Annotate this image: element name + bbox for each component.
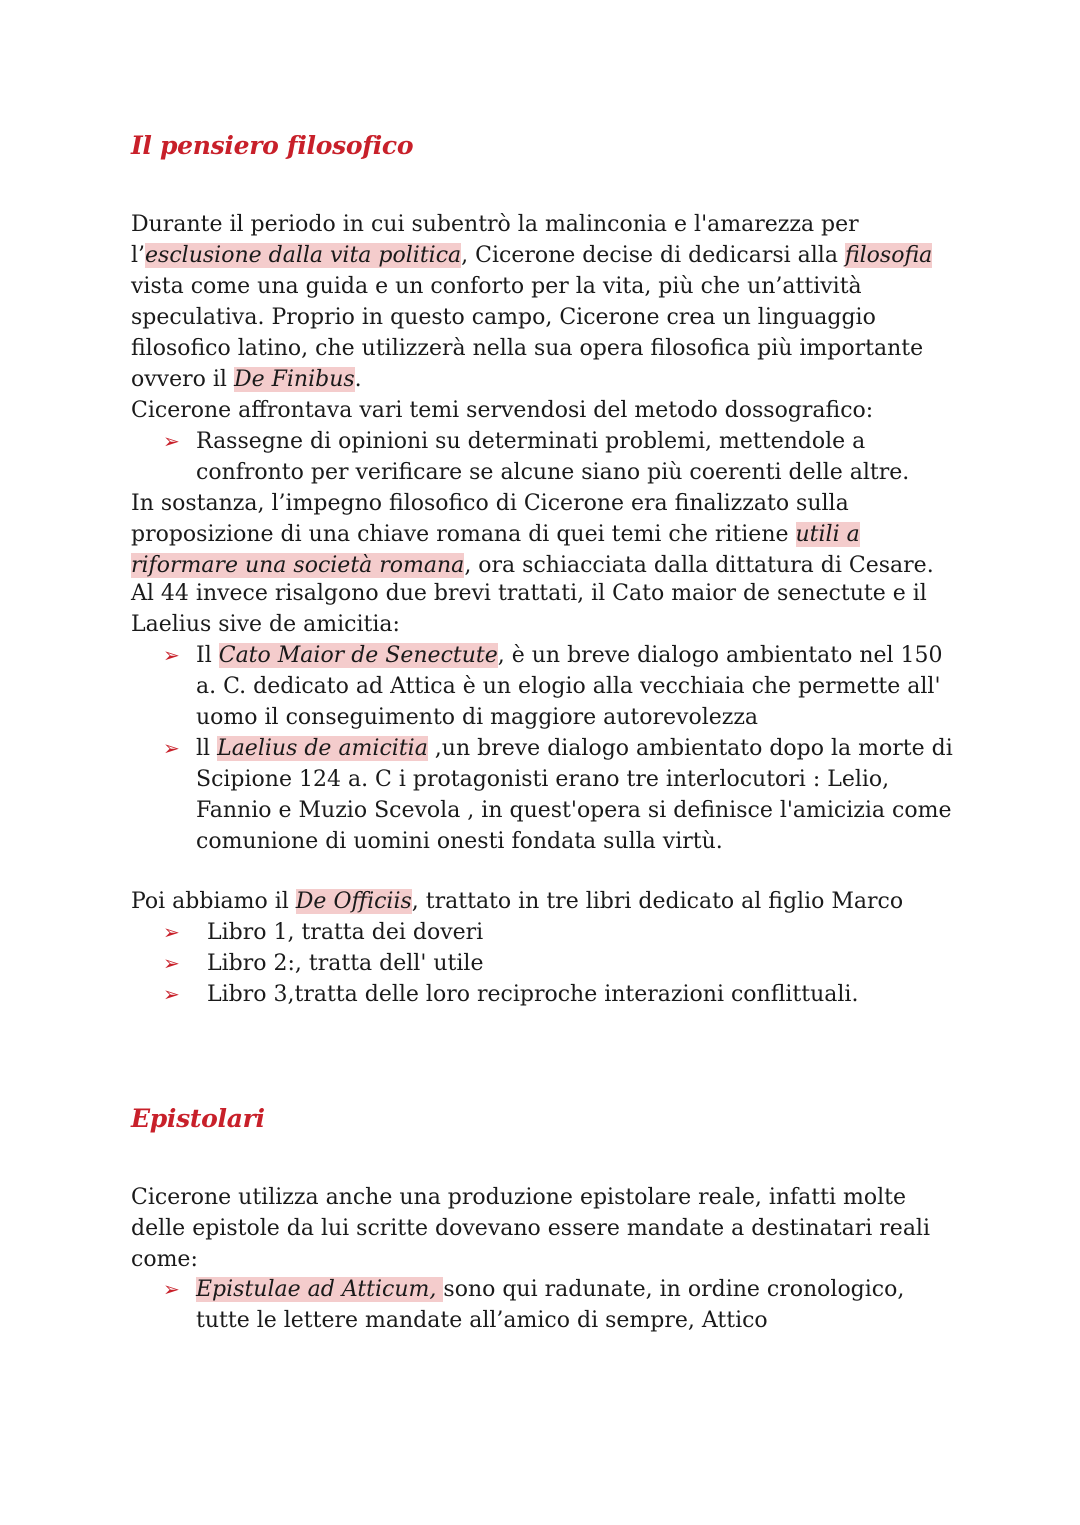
highlight-cato: Cato Maior de Senectute [218, 643, 498, 668]
highlight-filosofia: filosofia [844, 243, 933, 268]
method-list [131, 426, 961, 488]
arrow-bullet-icon: ➢ [163, 736, 180, 760]
arrow-bullet-icon: ➢ [163, 429, 180, 453]
treatises-list [131, 640, 961, 857]
highlight-atticum: Epistulae ad Atticum, [196, 1277, 444, 1302]
highlight-de-finibus: De Finibus [233, 367, 355, 392]
text: , trattato in tre libri dedicato al figlio Marco [411, 889, 904, 914]
paragraph-epistolari [131, 1182, 961, 1275]
list-item [131, 979, 961, 1010]
arrow-bullet-icon: ➢ [163, 920, 180, 944]
epistolari-list [131, 1274, 961, 1336]
text: . [354, 367, 362, 392]
text: In sostanza, l’impegno filosofico di Cicerone era finalizzato sulla proposizione di una chiave romana di quei temi che ritiene [131, 491, 849, 547]
treatises-intro: Al 44 invece risalgono due brevi trattati, il Cato maior de senectute e il Laelius sive de amicitia: [131, 581, 927, 637]
highlight-laelius: Laelius de amicitia [217, 736, 428, 761]
text: Il [196, 643, 219, 668]
text: , è un breve dialogo ambientato nel 150 a. C. dedicato ad Attica è un elogio alla vecchiaia che permette all' uomo il conseguimento di maggiore autorevolezza [196, 643, 943, 730]
list-item-text: Libro 1, tratta dei doveri [207, 920, 484, 945]
epistolari-list-block [131, 1274, 961, 1336]
list-item-text: Rassegne di opinioni su determinati problemi, mettendole a confronto per verificare se alcune siano più coerenti delle altre. [196, 429, 910, 485]
paragraph-officiis [131, 886, 961, 1010]
arrow-bullet-icon: ➢ [163, 951, 180, 975]
text: , Cicerone decise di dedicarsi alla [461, 243, 845, 268]
section-heading-epistolari: Epistolari [131, 1104, 265, 1133]
list-item [131, 917, 961, 948]
list-item-cato [131, 640, 961, 733]
paragraph-treatises [131, 578, 961, 857]
text: , ora schiacciata dalla dittatura di Cesare. [464, 553, 934, 578]
arrow-bullet-icon: ➢ [163, 1277, 180, 1301]
text: ll [196, 736, 218, 761]
highlight-utili: utili a riformare una società romana [131, 522, 860, 578]
text: vista come una guida e un conforto per la vita, più che un’attività speculativa. Proprio in questo campo, Cicerone crea un linguaggio filosofico latino, che utilizzerà nella sua opera filosofica più importante ovvero il [131, 274, 924, 392]
section-heading-pensiero: Il pensiero filosofico [131, 131, 414, 160]
text: ,un breve dialogo ambientato dopo la morte di Scipione 124 a. C i protagonisti erano tre interlocutori : Lelio, Fannio e Muzio Scevola , in quest'opera si definisce l'amicizia come comunione di uomini onesti fondata sulla virtù. [196, 736, 953, 854]
highlight-esclusione: esclusione dalla vita politica [145, 243, 462, 268]
list-item-text: Libro 3,tratta delle loro reciproche interazioni conflittuali. [207, 982, 859, 1007]
list-item [131, 426, 961, 488]
list-item-text: Libro 2:, tratta dell' utile [207, 951, 484, 976]
text: Poi abbiamo il [131, 889, 296, 914]
arrow-bullet-icon: ➢ [163, 643, 180, 667]
paragraph-method: Cicerone affrontava vari temi servendosi del metodo dossografico: [131, 398, 874, 423]
text: Durante il periodo in cui subentrò la malinconia e l'amarezza per l’ [131, 212, 859, 268]
list-item [131, 948, 961, 979]
highlight-de-officiis: De Officiis [295, 889, 412, 914]
arrow-bullet-icon: ➢ [163, 982, 180, 1006]
text: sono qui radunate, in ordine cronologico, tutte le lettere mandate all’amico di sempre, Attico [196, 1277, 905, 1333]
list-item-laelius [131, 733, 961, 857]
epistolari-intro: Cicerone utilizza anche una produzione epistolare reale, infatti molte delle epistole da lui scritte dovevano essere mandate a destinatari reali come: [131, 1185, 931, 1272]
list-item-atticum [131, 1274, 961, 1336]
paragraph-intro [131, 209, 961, 581]
paragraph-summary [131, 488, 961, 581]
libri-list [131, 917, 961, 1010]
